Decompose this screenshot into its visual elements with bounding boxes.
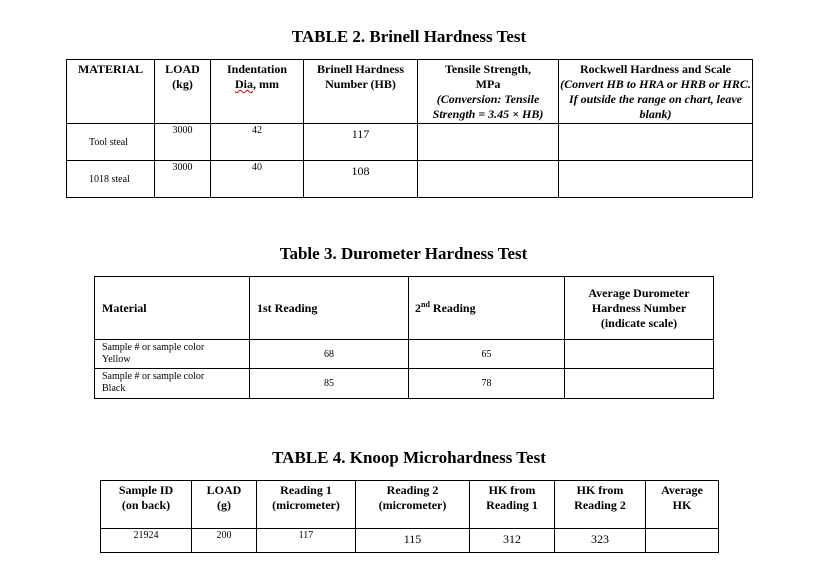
durometer-cell-sample-color-1: Yellow	[102, 354, 131, 365]
knoop-header-average-line2: HK	[672, 498, 692, 512]
brinell-cell-tensile-1[interactable]	[418, 124, 559, 161]
knoop-header-sample	[101, 481, 192, 529]
durometer-cell-sample-2	[95, 369, 250, 399]
knoop-header-reading2-line1: Reading 2	[386, 483, 439, 497]
brinell-cell-load-2: 3000	[155, 161, 211, 198]
knoop-table	[100, 480, 719, 553]
brinell-header-load	[155, 60, 211, 124]
brinell-cell-hb-1: 117	[304, 124, 418, 161]
brinell-header-rockwell	[559, 60, 753, 124]
durometer-header-average	[565, 277, 714, 340]
knoop-header-load-line2: (g)	[217, 498, 231, 512]
brinell-cell-material-2: 1018 steal	[67, 161, 155, 198]
knoop-header-sample-line1: Sample ID	[118, 483, 174, 497]
durometer-header-reading2-rest: Reading	[429, 300, 476, 315]
durometer-header-material-text: Material	[102, 300, 147, 315]
durometer-header-row	[95, 277, 714, 340]
durometer-header-reading1-text: 1st Reading	[257, 300, 318, 315]
durometer-table	[94, 276, 714, 399]
brinell-header-tensile-line2: MPa	[475, 77, 501, 91]
brinell-table	[66, 59, 753, 198]
knoop-row-1	[101, 529, 719, 553]
brinell-header-dia-word: Dia	[235, 77, 253, 91]
brinell-header-indentation	[211, 60, 304, 124]
knoop-cell-average[interactable]	[646, 529, 719, 553]
brinell-header-bhn-line2: Number (HB)	[325, 77, 396, 91]
durometer-row-1	[95, 340, 714, 369]
durometer-cell-r2-1: 65	[409, 340, 565, 369]
brinell-header-dia-unit: , mm	[253, 77, 279, 91]
brinell-row-2	[67, 161, 753, 198]
knoop-header-average	[646, 481, 719, 529]
brinell-cell-hb-2: 108	[304, 161, 418, 198]
durometer-cell-sample-label-2: Sample # or sample color	[102, 371, 205, 382]
knoop-header-reading1	[257, 481, 356, 529]
knoop-cell-sample: 21924	[101, 529, 192, 553]
brinell-header-row	[67, 60, 753, 124]
durometer-cell-sample-label-1: Sample # or sample color	[102, 342, 205, 353]
brinell-header-bhn-line1: Brinell Hardness	[316, 62, 404, 76]
brinell-header-indentation-line2	[211, 77, 303, 92]
knoop-header-hk1-line2: Reading 1	[486, 498, 538, 512]
brinell-header-tensile-line1: Tensile Strength,	[444, 62, 531, 76]
durometer-header-reading2	[409, 277, 565, 340]
brinell-cell-tensile-2[interactable]	[418, 161, 559, 198]
brinell-header-rockwell-line1: Rockwell Hardness and Scale	[579, 62, 731, 76]
knoop-header-hk1-line1: HK from	[488, 483, 536, 497]
brinell-cell-rockwell-1[interactable]	[559, 124, 753, 161]
durometer-cell-r2-2: 78	[409, 369, 565, 399]
brinell-cell-material-1: Tool steal	[67, 124, 155, 161]
knoop-cell-reading1: 117	[257, 529, 356, 553]
brinell-header-material	[67, 60, 155, 124]
knoop-header-reading2-line2: (micrometer)	[378, 498, 447, 512]
knoop-header-reading2	[356, 481, 470, 529]
knoop-header-reading1-line2: (micrometer)	[272, 498, 340, 512]
durometer-header-material	[95, 277, 250, 340]
table2-title: TABLE 2. Brinell Hardness Test	[291, 27, 527, 46]
brinell-header-load-line2: (kg)	[172, 77, 193, 91]
knoop-header-row	[101, 481, 719, 529]
table4-title: TABLE 4. Knoop Microhardness Test	[272, 448, 546, 467]
brinell-header-bhn	[304, 60, 418, 124]
brinell-header-tensile	[418, 60, 559, 124]
durometer-cell-sample-color-2: Black	[102, 383, 126, 394]
durometer-header-reading2-sup: nd	[421, 299, 430, 309]
brinell-row-1	[67, 124, 753, 161]
durometer-header-average-line1: Average Durometer	[588, 285, 690, 300]
durometer-header-average-line3: (indicate scale)	[600, 315, 678, 330]
knoop-header-hk2-line1: HK from	[576, 483, 624, 497]
knoop-cell-reading2: 115	[356, 529, 470, 553]
brinell-cell-rockwell-2[interactable]	[559, 161, 753, 198]
knoop-header-load	[192, 481, 257, 529]
knoop-header-sample-line2: (on back)	[121, 498, 171, 512]
knoop-header-average-line1: Average	[661, 483, 703, 497]
durometer-cell-r1-1: 68	[250, 340, 409, 369]
brinell-header-tensile-note: (Conversion: Tensile Strength = 3.45 × HB)	[432, 92, 544, 121]
knoop-header-load-line1: LOAD	[206, 483, 242, 497]
brinell-cell-dia-2: 40	[211, 161, 304, 198]
durometer-header-reading1	[250, 277, 409, 340]
durometer-row-2	[95, 369, 714, 399]
brinell-cell-dia-1: 42	[211, 124, 304, 161]
table3-title: Table 3. Durometer Hardness Test	[279, 244, 528, 263]
brinell-header-load-line1: LOAD	[165, 62, 200, 76]
brinell-header-material-text: MATERIAL	[77, 62, 144, 76]
knoop-cell-hk2: 323	[555, 529, 646, 553]
durometer-cell-average-2[interactable]	[565, 369, 714, 399]
durometer-header-average-line2: Hardness Number	[591, 300, 687, 315]
durometer-header-reading2-num: 2	[415, 300, 421, 315]
knoop-cell-hk1: 312	[470, 529, 555, 553]
durometer-cell-average-1[interactable]	[565, 340, 714, 369]
knoop-header-reading1-line1: Reading 1	[280, 483, 332, 497]
knoop-header-hk2	[555, 481, 646, 529]
knoop-cell-load: 200	[192, 529, 257, 553]
durometer-cell-r1-2: 85	[250, 369, 409, 399]
brinell-cell-load-1: 3000	[155, 124, 211, 161]
durometer-cell-sample-1	[95, 340, 250, 369]
knoop-header-hk1	[470, 481, 555, 529]
brinell-header-indentation-line1: Indentation	[226, 62, 288, 76]
brinell-header-rockwell-note: (Convert HB to HRA or HRB or HRC. If outside the range on chart, leave blank)	[560, 77, 751, 121]
knoop-header-hk2-line2: Reading 2	[574, 498, 626, 512]
